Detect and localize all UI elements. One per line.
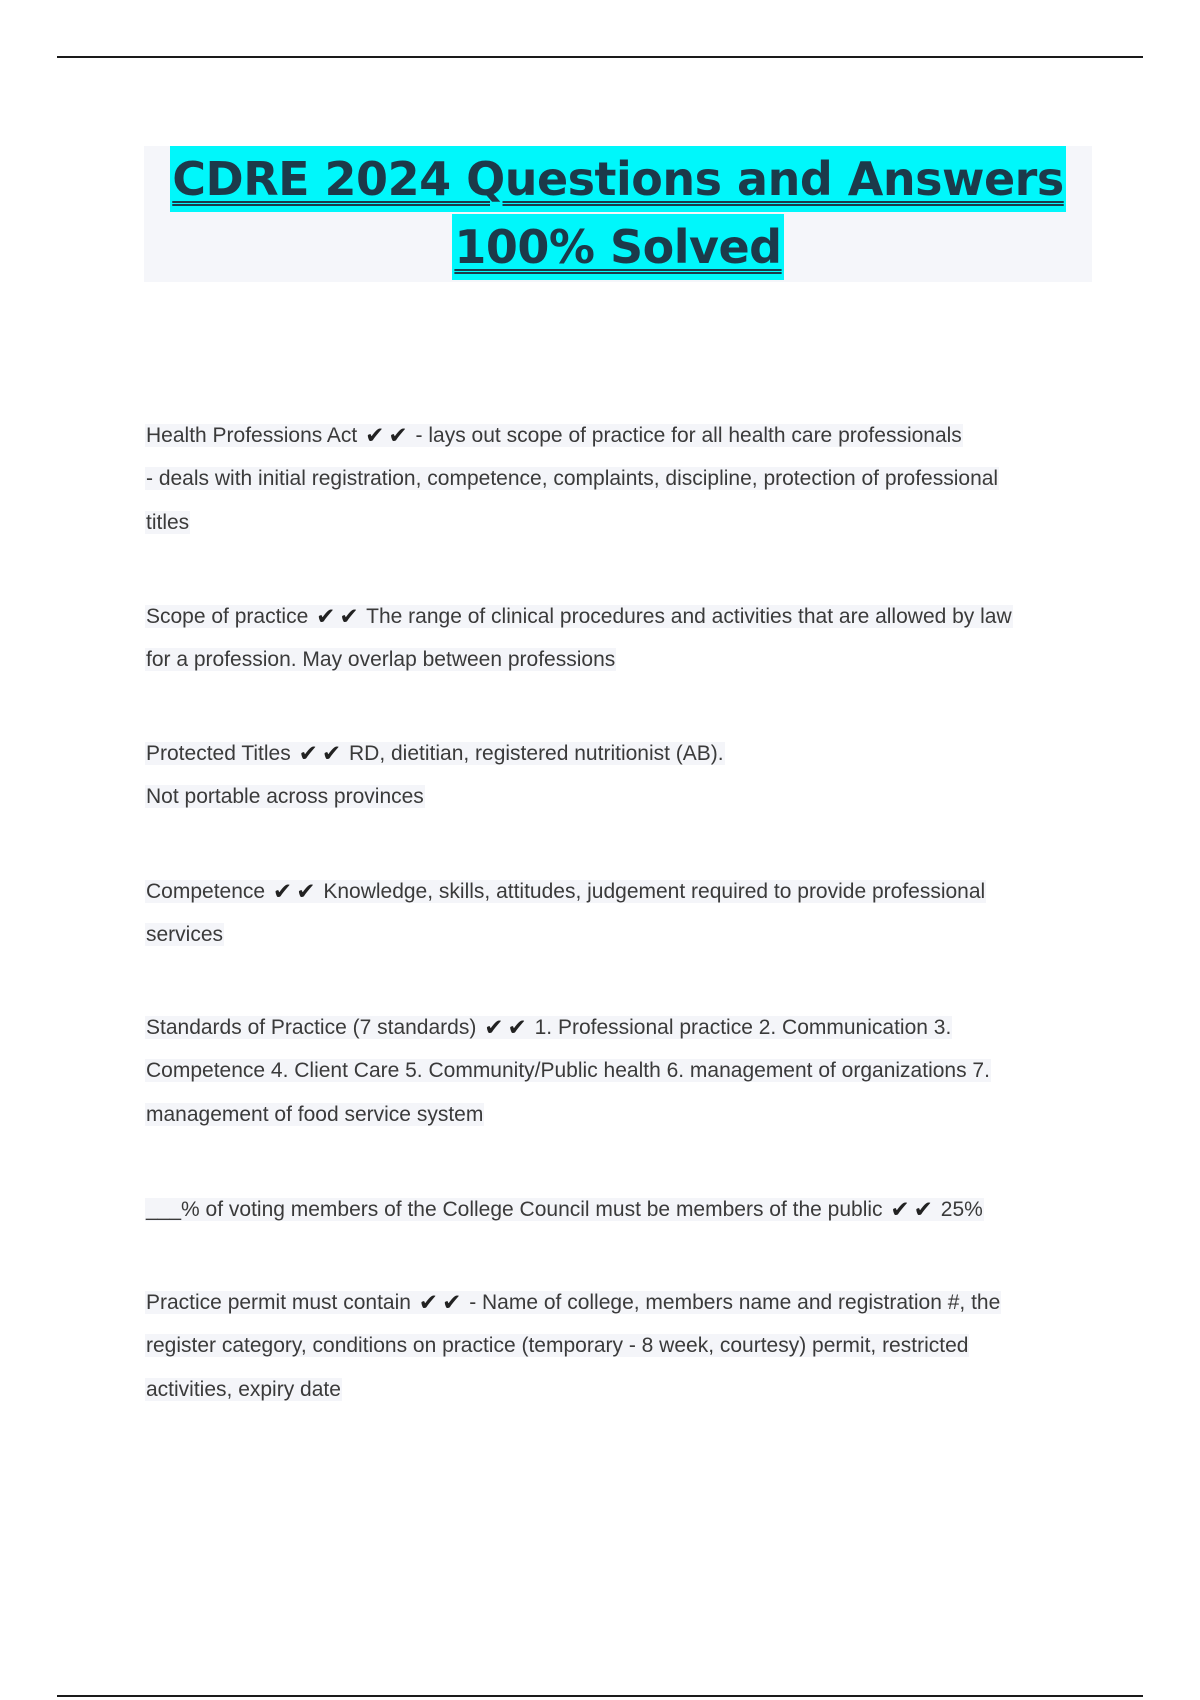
answer-line: - Name of college, members name and registration #, the xyxy=(469,1291,1001,1314)
page-title-line-1: CDRE 2024 Questions and Answers xyxy=(170,146,1066,212)
qa-entry-competence xyxy=(145,869,1090,957)
check-icon: ✔ xyxy=(388,422,408,448)
bottom-rule xyxy=(57,1695,1143,1697)
page-title-line-2: 100% Solved xyxy=(452,214,783,280)
answer-line: services xyxy=(146,923,224,946)
check-icon: ✔ xyxy=(442,1289,462,1315)
question-term: Health Professions Act xyxy=(146,424,358,447)
answer-line: - deals with initial registration, competence, complaints, discipline, protection of professional xyxy=(146,467,999,490)
title-banner xyxy=(144,146,1092,282)
qa-entry-scope-of-practice xyxy=(145,594,1090,682)
check-icon: ✔ xyxy=(339,603,359,629)
question-term: ___% of voting members of the College Council must be members of the public xyxy=(146,1198,883,1221)
question-term: Competence xyxy=(146,880,266,903)
answer-line: activities, expiry date xyxy=(146,1378,341,1401)
answer-line: titles xyxy=(146,511,190,534)
answer-line: register category, conditions on practice (temporary - 8 week, courtesy) permit, restricted xyxy=(146,1334,969,1357)
qa-entry-practice-permit xyxy=(145,1280,1090,1412)
answer-line: management of food service system xyxy=(146,1103,484,1126)
check-icon: ✔ xyxy=(418,1289,439,1315)
answer-line: The range of clinical procedures and activities that are allowed by law xyxy=(366,605,1012,628)
check-icon: ✔ xyxy=(913,1196,933,1222)
top-rule xyxy=(57,56,1143,58)
answer-line: 25% xyxy=(940,1198,983,1221)
check-icon: ✔ xyxy=(321,740,342,766)
qa-entry-college-council xyxy=(145,1187,1090,1231)
check-icon: ✔ xyxy=(484,1014,504,1040)
answer-line: Competence 4. Client Care 5. Community/Public health 6. management of organizations 7. xyxy=(146,1059,990,1082)
qa-entry-health-professions-act xyxy=(145,413,1090,545)
question-term: Standards of Practice (7 standards) xyxy=(146,1016,477,1039)
check-icon: ✔ xyxy=(316,603,336,629)
answer-line: 1. Professional practice 2. Communication 3. xyxy=(534,1016,952,1039)
question-term: Scope of practice xyxy=(146,605,309,628)
answer-line: Not portable across provinces xyxy=(146,785,424,808)
qa-entry-protected-titles xyxy=(145,731,1090,819)
check-icon: ✔ xyxy=(296,878,316,904)
answer-line: - lays out scope of practice for all health care professionals xyxy=(415,424,962,447)
check-icon: ✔ xyxy=(890,1196,910,1222)
check-icon: ✔ xyxy=(507,1014,527,1040)
qa-entry-standards-of-practice xyxy=(145,1005,1090,1137)
check-icon: ✔ xyxy=(272,878,293,904)
answer-line: Knowledge, skills, attitudes, judgement required to provide professional xyxy=(323,880,986,903)
question-term: Protected Titles xyxy=(146,742,291,765)
check-icon: ✔ xyxy=(365,422,385,448)
check-icon: ✔ xyxy=(298,740,318,766)
answer-line: RD, dietitian, registered nutritionist (AB). xyxy=(348,742,724,765)
question-term: Practice permit must contain xyxy=(146,1291,411,1314)
answer-line: for a profession. May overlap between professions xyxy=(146,648,616,671)
